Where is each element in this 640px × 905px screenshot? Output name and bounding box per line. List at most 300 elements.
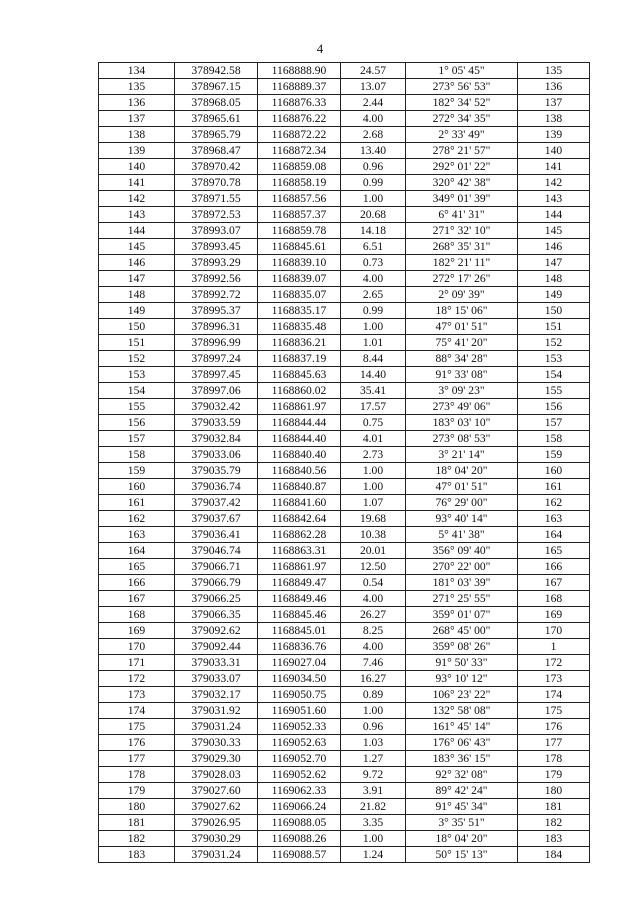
distance-cell: 0.73 (341, 255, 406, 271)
table-row (99, 783, 590, 799)
table-row (99, 607, 590, 623)
bearing-cell: 278° 21' 57" (406, 143, 518, 159)
table-row (99, 335, 590, 351)
next-point-cell: 174 (518, 687, 590, 703)
bearing-cell: 272° 17' 26" (406, 271, 518, 287)
x-coordinate-cell: 379033.07 (175, 671, 258, 687)
next-point-cell: 182 (518, 815, 590, 831)
bearing-cell: 91° 50' 33" (406, 655, 518, 671)
point-number-cell: 140 (99, 159, 175, 175)
next-point-cell: 153 (518, 351, 590, 367)
x-coordinate-cell: 378996.31 (175, 319, 258, 335)
point-number-cell: 161 (99, 495, 175, 511)
next-point-cell: 175 (518, 703, 590, 719)
distance-cell: 13.40 (341, 143, 406, 159)
point-number-cell: 156 (99, 415, 175, 431)
distance-cell: 10.38 (341, 527, 406, 543)
y-coordinate-cell: 1169088.26 (258, 831, 341, 847)
table-row (99, 751, 590, 767)
distance-cell: 2.68 (341, 127, 406, 143)
point-number-cell: 145 (99, 239, 175, 255)
y-coordinate-cell: 1168842.64 (258, 511, 341, 527)
x-coordinate-cell: 378992.56 (175, 271, 258, 287)
distance-cell: 12.50 (341, 559, 406, 575)
x-coordinate-cell: 378993.29 (175, 255, 258, 271)
bearing-cell: 76° 29' 00" (406, 495, 518, 511)
next-point-cell: 148 (518, 271, 590, 287)
point-number-cell: 135 (99, 79, 175, 95)
next-point-cell: 140 (518, 143, 590, 159)
distance-cell: 4.00 (341, 111, 406, 127)
distance-cell: 20.68 (341, 207, 406, 223)
x-coordinate-cell: 378967.15 (175, 79, 258, 95)
table-row (99, 831, 590, 847)
point-number-cell: 181 (99, 815, 175, 831)
table-row (99, 111, 590, 127)
y-coordinate-cell: 1169051.60 (258, 703, 341, 719)
next-point-cell: 155 (518, 383, 590, 399)
x-coordinate-cell: 379092.44 (175, 639, 258, 655)
x-coordinate-cell: 379028.03 (175, 767, 258, 783)
bearing-cell: 88° 34' 28" (406, 351, 518, 367)
distance-cell: 8.25 (341, 623, 406, 639)
distance-cell: 0.96 (341, 159, 406, 175)
y-coordinate-cell: 1168845.46 (258, 607, 341, 623)
next-point-cell: 176 (518, 719, 590, 735)
table-row (99, 447, 590, 463)
next-point-cell: 172 (518, 655, 590, 671)
y-coordinate-cell: 1168840.40 (258, 447, 341, 463)
x-coordinate-cell: 379036.74 (175, 479, 258, 495)
x-coordinate-cell: 378992.72 (175, 287, 258, 303)
y-coordinate-cell: 1169052.33 (258, 719, 341, 735)
x-coordinate-cell: 379092.62 (175, 623, 258, 639)
bearing-cell: 271° 32' 10" (406, 223, 518, 239)
point-number-cell: 142 (99, 191, 175, 207)
next-point-cell: 165 (518, 543, 590, 559)
x-coordinate-cell: 378968.05 (175, 95, 258, 111)
y-coordinate-cell: 1168839.10 (258, 255, 341, 271)
x-coordinate-cell: 379033.06 (175, 447, 258, 463)
bearing-cell: 50° 15' 13" (406, 847, 518, 863)
y-coordinate-cell: 1168839.07 (258, 271, 341, 287)
x-coordinate-cell: 378993.07 (175, 223, 258, 239)
bearing-cell: 182° 21' 11" (406, 255, 518, 271)
distance-cell: 0.99 (341, 175, 406, 191)
distance-cell: 1.03 (341, 735, 406, 751)
table-row (99, 319, 590, 335)
next-point-cell: 173 (518, 671, 590, 687)
point-number-cell: 141 (99, 175, 175, 191)
table-row (99, 815, 590, 831)
y-coordinate-cell: 1168876.33 (258, 95, 341, 111)
table-row (99, 303, 590, 319)
x-coordinate-cell: 378965.61 (175, 111, 258, 127)
next-point-cell: 184 (518, 847, 590, 863)
x-coordinate-cell: 378993.45 (175, 239, 258, 255)
y-coordinate-cell: 1168859.78 (258, 223, 341, 239)
y-coordinate-cell: 1168889.37 (258, 79, 341, 95)
y-coordinate-cell: 1168840.56 (258, 463, 341, 479)
distance-cell: 1.00 (341, 319, 406, 335)
point-number-cell: 136 (99, 95, 175, 111)
distance-cell: 16.27 (341, 671, 406, 687)
x-coordinate-cell: 379032.84 (175, 431, 258, 447)
next-point-cell: 145 (518, 223, 590, 239)
distance-cell: 1.00 (341, 191, 406, 207)
bearing-cell: 106° 23' 22" (406, 687, 518, 703)
y-coordinate-cell: 1168861.97 (258, 559, 341, 575)
distance-cell: 0.96 (341, 719, 406, 735)
x-coordinate-cell: 378997.45 (175, 367, 258, 383)
bearing-cell: 182° 34' 52" (406, 95, 518, 111)
y-coordinate-cell: 1168860.02 (258, 383, 341, 399)
y-coordinate-cell: 1168862.28 (258, 527, 341, 543)
y-coordinate-cell: 1169088.05 (258, 815, 341, 831)
bearing-cell: 273° 56' 53" (406, 79, 518, 95)
x-coordinate-cell: 378971.55 (175, 191, 258, 207)
point-number-cell: 177 (99, 751, 175, 767)
distance-cell: 2.44 (341, 95, 406, 111)
bearing-cell: 1° 05' 45" (406, 63, 518, 79)
x-coordinate-cell: 379031.92 (175, 703, 258, 719)
point-number-cell: 134 (99, 63, 175, 79)
point-number-cell: 162 (99, 511, 175, 527)
next-point-cell: 151 (518, 319, 590, 335)
table-row (99, 79, 590, 95)
distance-cell: 35.41 (341, 383, 406, 399)
x-coordinate-cell: 378972.53 (175, 207, 258, 223)
y-coordinate-cell: 1169050.75 (258, 687, 341, 703)
distance-cell: 1.00 (341, 463, 406, 479)
y-coordinate-cell: 1168837.19 (258, 351, 341, 367)
bearing-cell: 161° 45' 14" (406, 719, 518, 735)
point-number-cell: 146 (99, 255, 175, 271)
table-row (99, 63, 590, 79)
bearing-cell: 93° 40' 14" (406, 511, 518, 527)
x-coordinate-cell: 378965.79 (175, 127, 258, 143)
table-row (99, 207, 590, 223)
distance-cell: 4.00 (341, 591, 406, 607)
bearing-cell: 2° 09' 39" (406, 287, 518, 303)
next-point-cell: 138 (518, 111, 590, 127)
next-point-cell: 180 (518, 783, 590, 799)
bearing-cell: 18° 04' 20" (406, 831, 518, 847)
y-coordinate-cell: 1169052.70 (258, 751, 341, 767)
table-row (99, 527, 590, 543)
next-point-cell: 179 (518, 767, 590, 783)
bearing-cell: 270° 22' 00" (406, 559, 518, 575)
x-coordinate-cell: 379033.59 (175, 415, 258, 431)
table-row (99, 719, 590, 735)
y-coordinate-cell: 1168858.19 (258, 175, 341, 191)
x-coordinate-cell: 379030.33 (175, 735, 258, 751)
next-point-cell: 170 (518, 623, 590, 639)
distance-cell: 20.01 (341, 543, 406, 559)
y-coordinate-cell: 1168840.87 (258, 479, 341, 495)
x-coordinate-cell: 379046.74 (175, 543, 258, 559)
distance-cell: 4.01 (341, 431, 406, 447)
y-coordinate-cell: 1168844.40 (258, 431, 341, 447)
table-row (99, 767, 590, 783)
bearing-cell: 3° 09' 23" (406, 383, 518, 399)
distance-cell: 3.91 (341, 783, 406, 799)
point-number-cell: 153 (99, 367, 175, 383)
x-coordinate-cell: 379029.30 (175, 751, 258, 767)
next-point-cell: 137 (518, 95, 590, 111)
point-number-cell: 175 (99, 719, 175, 735)
y-coordinate-cell: 1168857.37 (258, 207, 341, 223)
table-row (99, 399, 590, 415)
distance-cell: 14.40 (341, 367, 406, 383)
distance-cell: 9.72 (341, 767, 406, 783)
distance-cell: 26.27 (341, 607, 406, 623)
table-row (99, 415, 590, 431)
table-row (99, 143, 590, 159)
distance-cell: 1.00 (341, 479, 406, 495)
next-point-cell: 136 (518, 79, 590, 95)
distance-cell: 1.00 (341, 703, 406, 719)
next-point-cell: 158 (518, 431, 590, 447)
x-coordinate-cell: 378970.78 (175, 175, 258, 191)
distance-cell: 4.00 (341, 639, 406, 655)
table-row (99, 591, 590, 607)
bearing-cell: 176° 06' 43" (406, 735, 518, 751)
point-number-cell: 154 (99, 383, 175, 399)
next-point-cell: 1 (518, 639, 590, 655)
point-number-cell: 166 (99, 575, 175, 591)
bearing-cell: 47° 01' 51" (406, 479, 518, 495)
bearing-cell: 92° 32' 08" (406, 767, 518, 783)
distance-cell: 2.73 (341, 447, 406, 463)
point-number-cell: 180 (99, 799, 175, 815)
distance-cell: 1.01 (341, 335, 406, 351)
y-coordinate-cell: 1169066.24 (258, 799, 341, 815)
x-coordinate-cell: 378996.99 (175, 335, 258, 351)
table-row (99, 463, 590, 479)
y-coordinate-cell: 1169088.57 (258, 847, 341, 863)
distance-cell: 1.07 (341, 495, 406, 511)
bearing-cell: 183° 03' 10" (406, 415, 518, 431)
next-point-cell: 161 (518, 479, 590, 495)
bearing-cell: 273° 49' 06" (406, 399, 518, 415)
bearing-cell: 268° 45' 00" (406, 623, 518, 639)
point-number-cell: 182 (99, 831, 175, 847)
y-coordinate-cell: 1168835.48 (258, 319, 341, 335)
table-row (99, 287, 590, 303)
point-number-cell: 137 (99, 111, 175, 127)
y-coordinate-cell: 1168872.22 (258, 127, 341, 143)
table-row (99, 223, 590, 239)
x-coordinate-cell: 378995.37 (175, 303, 258, 319)
table-row (99, 639, 590, 655)
next-point-cell: 166 (518, 559, 590, 575)
point-number-cell: 183 (99, 847, 175, 863)
bearing-cell: 5° 41' 38" (406, 527, 518, 543)
table-row (99, 367, 590, 383)
point-number-cell: 151 (99, 335, 175, 351)
bearing-cell: 47° 01' 51" (406, 319, 518, 335)
distance-cell: 4.00 (341, 271, 406, 287)
bearing-cell: 349° 01' 39" (406, 191, 518, 207)
point-number-cell: 172 (99, 671, 175, 687)
point-number-cell: 179 (99, 783, 175, 799)
y-coordinate-cell: 1168876.22 (258, 111, 341, 127)
bearing-cell: 272° 34' 35" (406, 111, 518, 127)
bearing-cell: 320° 42' 38" (406, 175, 518, 191)
y-coordinate-cell: 1169052.63 (258, 735, 341, 751)
y-coordinate-cell: 1168857.56 (258, 191, 341, 207)
table-row (99, 383, 590, 399)
distance-cell: 1.27 (341, 751, 406, 767)
y-coordinate-cell: 1168863.31 (258, 543, 341, 559)
y-coordinate-cell: 1168835.07 (258, 287, 341, 303)
distance-cell: 17.57 (341, 399, 406, 415)
x-coordinate-cell: 379032.42 (175, 399, 258, 415)
distance-cell: 0.99 (341, 303, 406, 319)
point-number-cell: 176 (99, 735, 175, 751)
distance-cell: 24.57 (341, 63, 406, 79)
next-point-cell: 160 (518, 463, 590, 479)
bearing-cell: 359° 08' 26" (406, 639, 518, 655)
table-row (99, 191, 590, 207)
point-number-cell: 167 (99, 591, 175, 607)
table-row (99, 575, 590, 591)
x-coordinate-cell: 379066.71 (175, 559, 258, 575)
next-point-cell: 168 (518, 591, 590, 607)
distance-cell: 8.44 (341, 351, 406, 367)
table-row (99, 175, 590, 191)
point-number-cell: 150 (99, 319, 175, 335)
table-row (99, 495, 590, 511)
table-row (99, 127, 590, 143)
next-point-cell: 139 (518, 127, 590, 143)
table-body (99, 63, 590, 863)
x-coordinate-cell: 379066.35 (175, 607, 258, 623)
bearing-cell: 89° 42' 24" (406, 783, 518, 799)
distance-cell: 6.51 (341, 239, 406, 255)
next-point-cell: 144 (518, 207, 590, 223)
table-row (99, 559, 590, 575)
distance-cell: 0.89 (341, 687, 406, 703)
coordinates-table (98, 62, 590, 863)
table-row (99, 623, 590, 639)
bearing-cell: 292° 01' 22" (406, 159, 518, 175)
bearing-cell: 3° 21' 14" (406, 447, 518, 463)
table-row (99, 351, 590, 367)
table-row (99, 799, 590, 815)
point-number-cell: 168 (99, 607, 175, 623)
table-row (99, 159, 590, 175)
point-number-cell: 171 (99, 655, 175, 671)
point-number-cell: 160 (99, 479, 175, 495)
bearing-cell: 91° 45' 34" (406, 799, 518, 815)
distance-cell: 3.35 (341, 815, 406, 831)
x-coordinate-cell: 379031.24 (175, 719, 258, 735)
y-coordinate-cell: 1168844.44 (258, 415, 341, 431)
point-number-cell: 163 (99, 527, 175, 543)
point-number-cell: 144 (99, 223, 175, 239)
bearing-cell: 91° 33' 08" (406, 367, 518, 383)
x-coordinate-cell: 379037.67 (175, 511, 258, 527)
bearing-cell: 181° 03' 39" (406, 575, 518, 591)
next-point-cell: 147 (518, 255, 590, 271)
next-point-cell: 146 (518, 239, 590, 255)
table-row (99, 703, 590, 719)
bearing-cell: 273° 08' 53" (406, 431, 518, 447)
x-coordinate-cell: 378997.24 (175, 351, 258, 367)
y-coordinate-cell: 1168845.63 (258, 367, 341, 383)
bearing-cell: 183° 36' 15" (406, 751, 518, 767)
y-coordinate-cell: 1168841.60 (258, 495, 341, 511)
point-number-cell: 149 (99, 303, 175, 319)
bearing-cell: 6° 41' 31" (406, 207, 518, 223)
y-coordinate-cell: 1168872.34 (258, 143, 341, 159)
point-number-cell: 169 (99, 623, 175, 639)
point-number-cell: 159 (99, 463, 175, 479)
table-row (99, 735, 590, 751)
point-number-cell: 157 (99, 431, 175, 447)
point-number-cell: 165 (99, 559, 175, 575)
x-coordinate-cell: 378942.58 (175, 63, 258, 79)
next-point-cell: 181 (518, 799, 590, 815)
table-row (99, 687, 590, 703)
table-row (99, 255, 590, 271)
next-point-cell: 163 (518, 511, 590, 527)
y-coordinate-cell: 1168845.61 (258, 239, 341, 255)
table-row (99, 847, 590, 863)
point-number-cell: 170 (99, 639, 175, 655)
x-coordinate-cell: 379066.79 (175, 575, 258, 591)
next-point-cell: 152 (518, 335, 590, 351)
next-point-cell: 164 (518, 527, 590, 543)
page-number: 4 (316, 41, 324, 56)
bearing-cell: 268° 35' 31" (406, 239, 518, 255)
table-row (99, 655, 590, 671)
bearing-cell: 18° 15' 06" (406, 303, 518, 319)
y-coordinate-cell: 1168835.17 (258, 303, 341, 319)
x-coordinate-cell: 379026.95 (175, 815, 258, 831)
x-coordinate-cell: 379035.79 (175, 463, 258, 479)
next-point-cell: 143 (518, 191, 590, 207)
table-row (99, 431, 590, 447)
distance-cell: 7.46 (341, 655, 406, 671)
distance-cell: 2.65 (341, 287, 406, 303)
x-coordinate-cell: 379036.41 (175, 527, 258, 543)
distance-cell: 1.24 (341, 847, 406, 863)
x-coordinate-cell: 379030.29 (175, 831, 258, 847)
point-number-cell: 178 (99, 767, 175, 783)
next-point-cell: 157 (518, 415, 590, 431)
bearing-cell: 2° 33' 49" (406, 127, 518, 143)
point-number-cell: 148 (99, 287, 175, 303)
y-coordinate-cell: 1168849.46 (258, 591, 341, 607)
x-coordinate-cell: 378968.47 (175, 143, 258, 159)
table-row (99, 95, 590, 111)
point-number-cell: 147 (99, 271, 175, 287)
point-number-cell: 164 (99, 543, 175, 559)
next-point-cell: 149 (518, 287, 590, 303)
y-coordinate-cell: 1169062.33 (258, 783, 341, 799)
y-coordinate-cell: 1168836.21 (258, 335, 341, 351)
next-point-cell: 159 (518, 447, 590, 463)
distance-cell: 14.18 (341, 223, 406, 239)
table-row (99, 543, 590, 559)
next-point-cell: 150 (518, 303, 590, 319)
next-point-cell: 135 (518, 63, 590, 79)
x-coordinate-cell: 378997.06 (175, 383, 258, 399)
point-number-cell: 158 (99, 447, 175, 463)
